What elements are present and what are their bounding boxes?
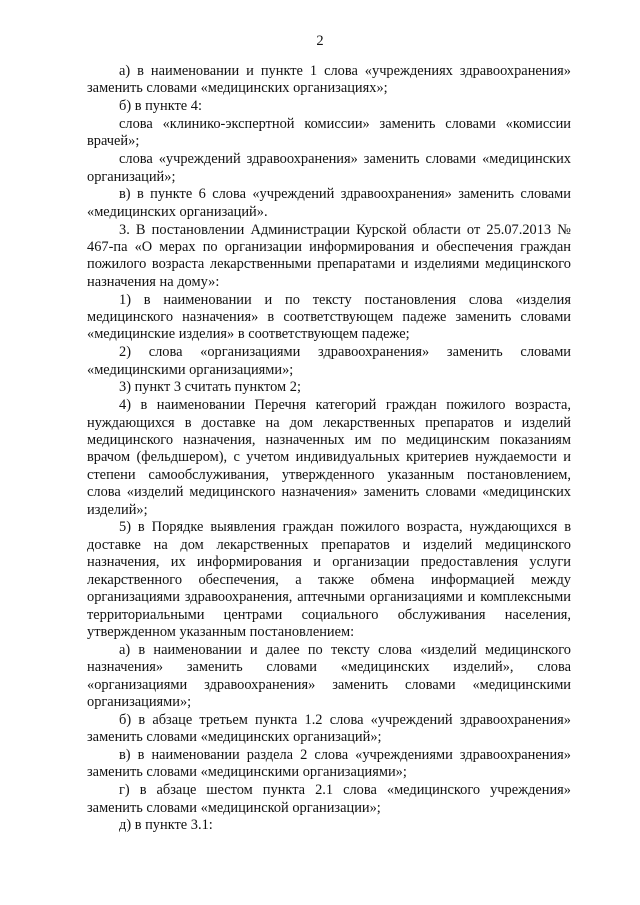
- paragraph: б) в абзаце третьем пункта 1.2 слова «учреждений здравоохранения» заменить словами «медицинских организаций»;: [87, 711, 571, 746]
- paragraph: слова «учреждений здравоохранения» заменить словами «медицинских организаций»;: [87, 151, 571, 185]
- document-body: [87, 63, 571, 835]
- paragraph: 1) в наименовании и по тексту постановления слова «изделия медицинского назначения» в соответствующем падеже заменить словами «медицинские изделия» в соответствующем падеже;: [87, 291, 571, 343]
- paragraph: слова «клинико-экспертной комиссии» заменить словами «комиссии врачей»;: [87, 116, 571, 150]
- paragraph: б) в пункте 4:: [119, 98, 202, 115]
- paragraph: а) в наименовании и пункте 1 слова «учреждениях здравоохранения» заменить словами «медицинских организациях»;: [87, 63, 571, 97]
- paragraph: 3) пункт 3 считать пунктом 2;: [119, 379, 301, 396]
- paragraph: 2) слова «организациями здравоохранения» заменить словами «медицинскими организациями»;: [87, 344, 571, 378]
- paragraph: в) в наименовании раздела 2 слова «учреждениями здравоохранения» заменить словами «медицинскими организациями»;: [87, 746, 571, 781]
- paragraph: 5) в Порядке выявления граждан пожилого возраста, нуждающихся в доставке на дом лекарственных препаратов и изделий медицинского назначения, их информирования и организации предоставления услуги лекарственного обеспечения, а также обмена информацией между организациями здравоохранения, аптечными организациями и комплексными территориальными центрами социального обслуживания населения, утвержденном указанным постановлением:: [87, 519, 571, 640]
- paragraph: в) в пункте 6 слова «учреждений здравоохранения» заменить словами «медицинских организаций».: [87, 186, 571, 220]
- paragraph: а) в наименовании и далее по тексту слова «изделий медицинского назначения» заменить словами «медицинских изделий», слова «организациями здравоохранения» заменить словами «медицинскими организациями»;: [87, 641, 571, 710]
- page-number: 2: [316, 33, 324, 49]
- paragraph: 3. В постановлении Администрации Курской области от 25.07.2013 № 467-па «О мерах по организации информирования и обеспечения граждан пожилого возраста лекарственными препаратами и изделиями медицинского назначения на дому»:: [87, 221, 571, 290]
- paragraph: г) в абзаце шестом пункта 2.1 слова «медицинского учреждения» заменить словами «медицинской организации»;: [87, 782, 571, 816]
- paragraph: д) в пункте 3.1:: [119, 817, 213, 834]
- paragraph: 4) в наименовании Перечня категорий граждан пожилого возраста, нуждающихся в доставке на дом лекарственных препаратов и изделий медицинского назначения, назначенных им по медицинским показаниям врачом (фельдшером), с учетом индивидуальных критериев нуждаемости и степени самообслуживания, утвержденного указанным постановлением, слова «изделий медицинского назначения» заменить словами «медицинских изделий»;: [87, 397, 571, 518]
